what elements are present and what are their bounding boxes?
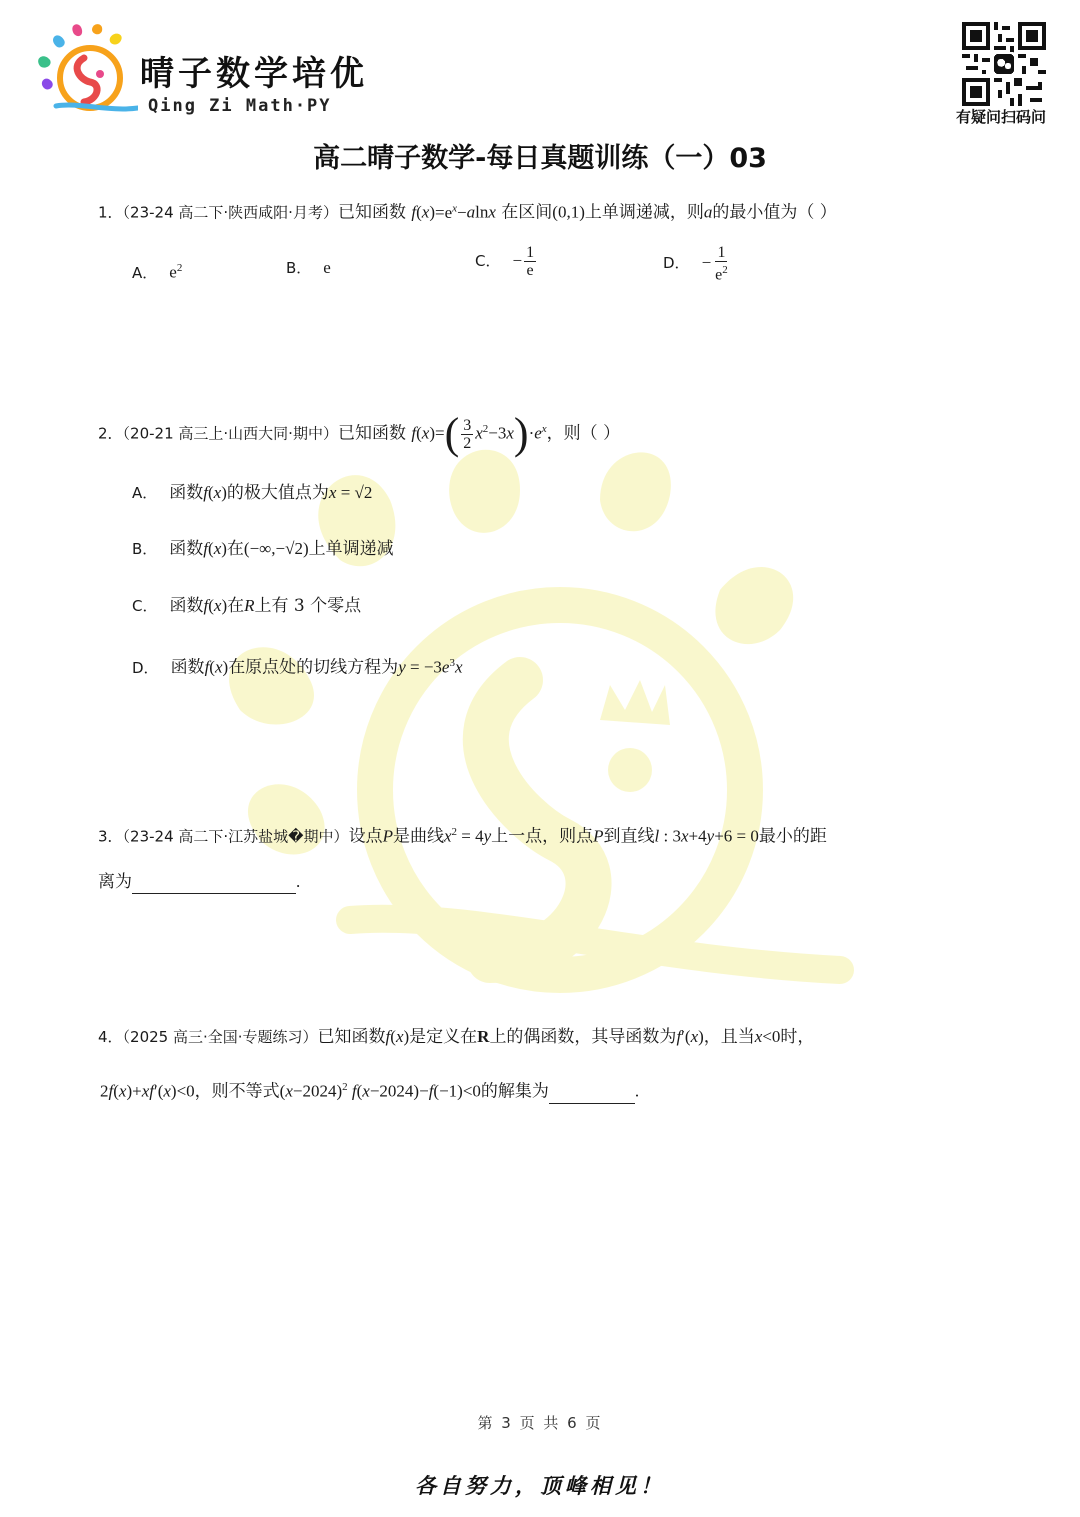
question-2: 2．（20-21 高三上·山西大同·期中）已知函数 f(x)=( $\frac{3}{2}$ $x^2-3x)\cdot e^x$，则（ ） bbox=[98, 409, 621, 458]
question-text: 在区间 bbox=[501, 202, 553, 223]
watermark-logo bbox=[220, 440, 860, 1020]
question-3: 3．（23-24 高二下·江苏盐城�期中）设点P是曲线$x^2 = 4y$上一点，则点P到直线l : 3x+4y+6 = 0最小的距 bbox=[98, 826, 827, 847]
option-text: 在 bbox=[227, 596, 245, 616]
question-text: 已知函数 bbox=[317, 1027, 386, 1047]
option-a[interactable]: A． 函数f(x)的极大值点为x = √2 bbox=[132, 483, 373, 503]
question-text: 的解集为 bbox=[480, 1081, 549, 1102]
slogan: 各自努力，顶峰相见！ bbox=[415, 1473, 665, 1498]
option-text: 函数 bbox=[170, 657, 205, 678]
question-source: （2025 高三·全国·专题练习） bbox=[122, 1028, 318, 1046]
fraction: $\frac{1}{e}$ bbox=[526, 244, 535, 279]
question-source: （23-24 高二下·江苏盐城�期中） bbox=[122, 827, 349, 846]
option-value: − bbox=[701, 253, 712, 273]
option-value: e bbox=[169, 262, 177, 282]
question-number: 3． bbox=[98, 827, 123, 846]
question-text: 时， bbox=[780, 1027, 815, 1047]
option-text: 的极大值点为 bbox=[226, 483, 329, 503]
page-title: 高二晴子数学-每日真题训练（一）03 bbox=[313, 143, 767, 174]
formula: f bbox=[411, 202, 417, 222]
question-number: 1． bbox=[98, 203, 123, 222]
option-text: 在原点处的切线方程为 bbox=[228, 657, 399, 678]
option-label: B． bbox=[286, 259, 312, 277]
question-3-line-2: 离为 . bbox=[98, 872, 301, 892]
answer-blank[interactable] bbox=[549, 1085, 635, 1104]
option-value: e bbox=[323, 258, 331, 277]
option-text: 函数 bbox=[169, 596, 204, 616]
option-c[interactable] bbox=[475, 244, 538, 279]
fraction: $\frac{1}{e^2}$ bbox=[715, 244, 728, 284]
question-source: （20-21 高三上·山西大同·期中） bbox=[122, 424, 338, 443]
option-text: 函数 bbox=[169, 539, 204, 559]
brand-logo bbox=[34, 22, 138, 122]
question-1: 1．（23-24 高二下·陕西咸阳·月考）已知函数 $f(x)=e^x-alnx$ 在区间(0,1)上单调递减，则a的最小值为（ ） bbox=[98, 202, 837, 223]
question-text: ，且当 bbox=[703, 1027, 755, 1047]
option-c[interactable]: C． 函数f(x)在R上有 3 个零点 bbox=[132, 596, 362, 616]
question-text: 已知函数 bbox=[337, 423, 406, 444]
brand-subtitle: Qing Zi Math·PY bbox=[148, 96, 332, 116]
question-number: 4． bbox=[98, 1028, 123, 1046]
option-d[interactable]: D． 函数f(x)在原点处的切线方程为$y = -3e^3x$ bbox=[132, 657, 463, 678]
option-label: A． bbox=[132, 263, 158, 282]
page-number: 第 3 页 共 6 页 bbox=[477, 1414, 603, 1432]
option-text: 上有 3 个零点 bbox=[254, 596, 362, 616]
question-text: ，则不等式 bbox=[194, 1081, 280, 1102]
question-4-line-2: 2f(x)+xf′(x)<0，则不等式$(x-2024)^2$ f(x−2024)−f(−1)<0的解集为 . bbox=[100, 1081, 640, 1102]
option-text: 函数 bbox=[169, 483, 204, 503]
option-label: D． bbox=[663, 254, 690, 273]
option-b[interactable]: B． 函数f(x)在(−∞,−√2)上单调递减 bbox=[132, 539, 394, 559]
question-text: 上的偶函数，其导函数为 bbox=[489, 1027, 677, 1047]
option-b[interactable] bbox=[286, 256, 331, 280]
question-text: 是曲线 bbox=[392, 826, 444, 847]
option-label: A． bbox=[132, 484, 158, 502]
brand-name: 晴子数学培优 bbox=[140, 54, 368, 94]
question-text: 最小的距 bbox=[758, 826, 827, 847]
question-text: 已知函数 bbox=[337, 202, 406, 223]
question-text: 上单调递减，则 bbox=[584, 202, 704, 223]
option-text: 上单调递减 bbox=[308, 539, 394, 559]
option-label: C． bbox=[475, 252, 501, 270]
question-text: 是定义在 bbox=[409, 1027, 478, 1047]
question-text: ，则（ ） bbox=[546, 423, 621, 444]
question-number: 2． bbox=[98, 424, 123, 443]
question-4: 4．（2025 高三·全国·专题练习）已知函数f(x)是定义在R上的偶函数，其导函数为f′(x)，且当x<0时， bbox=[98, 1027, 815, 1047]
question-text: 离为 bbox=[98, 872, 132, 892]
option-label: D． bbox=[132, 658, 159, 677]
option-label: B． bbox=[132, 540, 158, 558]
qr-caption: 有疑问扫码问 bbox=[956, 108, 1047, 126]
question-text: 上一点，则点 bbox=[491, 826, 594, 847]
option-label: C． bbox=[132, 597, 158, 615]
option-a[interactable]: A． $e^2$ bbox=[132, 262, 183, 282]
qr-code[interactable] bbox=[962, 22, 1046, 106]
question-text: 的最小值为（ ） bbox=[712, 202, 837, 223]
question-text: 到直线 bbox=[603, 826, 655, 847]
option-d[interactable] bbox=[663, 244, 732, 283]
answer-blank[interactable] bbox=[132, 875, 296, 894]
option-value: − bbox=[512, 251, 523, 270]
question-source: （23-24 高二下·陕西咸阳·月考） bbox=[122, 203, 338, 222]
option-text: 在 bbox=[226, 539, 244, 559]
question-text: 设点 bbox=[348, 826, 383, 847]
